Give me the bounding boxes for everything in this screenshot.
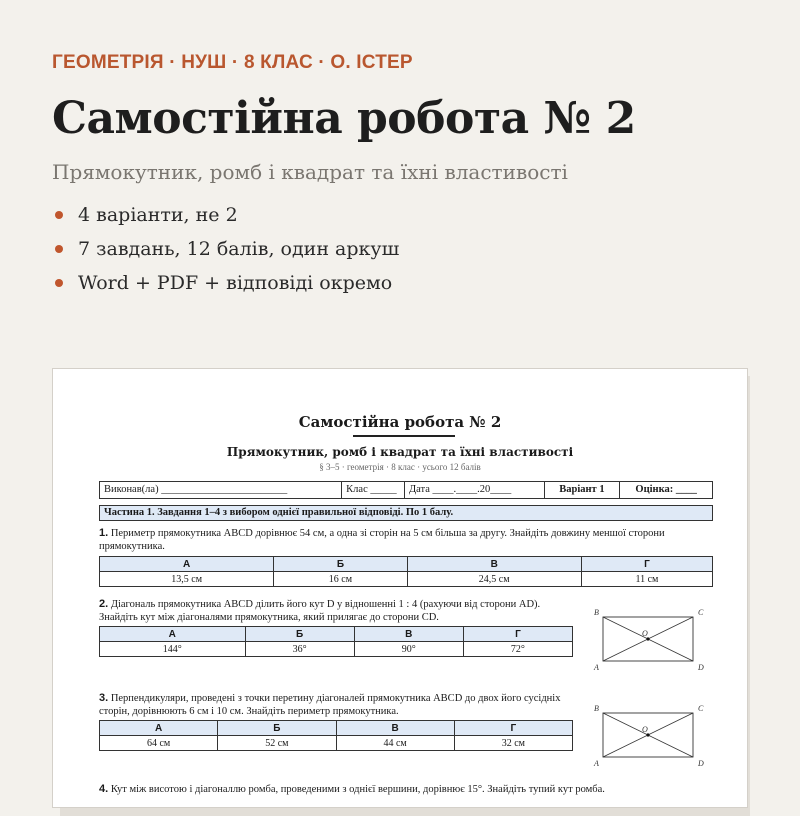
bullet-dot-icon [55, 279, 63, 287]
answer-table-3 [99, 720, 573, 751]
option-header: Б [274, 557, 407, 572]
vertex-a-label: A [594, 663, 599, 672]
vertex-d-label: D [698, 759, 704, 768]
task-number: 2. [99, 598, 109, 610]
grade-field: Оцінка: ____ [635, 484, 697, 495]
bullet-dot-icon [55, 245, 63, 253]
worksheet-preview [52, 368, 748, 808]
task-text: Периметр прямокутника ABCD дорівнює 54 см, а одна зі сторін на 5 см більша за другу. Знайдіть довжину меншої сторони прямокутника. [99, 528, 665, 552]
task-number: 1. [99, 527, 109, 539]
name-field: Виконав(ла) ________________________ [100, 482, 342, 498]
rectangle-diagram-icon [591, 605, 711, 675]
option-value: 13,5 см [100, 572, 274, 587]
option-value: 32 см [454, 736, 572, 751]
task-text: Перпендикуляри, проведені з точки перетину діагоналей прямокутника ABCD до двох його сусідніх сторін, дорівнюють 6 см і 10 см. Знайдіть периметр прямокутника. [99, 693, 561, 717]
option-value: 90° [354, 642, 463, 657]
vertex-a-label: A [594, 759, 599, 768]
part-1-header: Частина 1. Завдання 1–4 з вибором однієї правильної відповіді. По 1 балу. [99, 505, 713, 521]
option-value: 36° [245, 642, 354, 657]
option-header: В [407, 557, 581, 572]
option-value: 24,5 см [407, 572, 581, 587]
vertex-b-label: B [594, 608, 599, 617]
title-underline [353, 435, 455, 437]
kicker: ГЕОМЕТРІЯ · НУШ · 8 КЛАС · О. ІСТЕР [52, 52, 413, 73]
worksheet-subtitle: Прямокутник, ромб і квадрат та їхні властивості [226, 445, 574, 459]
task-3 [99, 692, 579, 718]
student-info-bar [99, 481, 713, 499]
option-value: 64 см [100, 736, 218, 751]
feature-item: 4 варіанти, не 2 [52, 200, 399, 234]
option-header: Г [463, 627, 572, 642]
page-title: Самостійна робота № 2 [52, 93, 636, 144]
option-header: Б [245, 627, 354, 642]
option-header: Б [218, 721, 336, 736]
worksheet-title: Самостійна робота № 2 [298, 413, 502, 431]
option-header: В [336, 721, 454, 736]
task-4 [99, 783, 713, 796]
option-header: А [100, 557, 274, 572]
task-text: Кут між висотою і діагоналлю ромба, проведеними з однієї вершини, дорівнює 15°. Знайдіть тупий кут ромба. [110, 784, 605, 795]
rectangle-diagram-icon [591, 701, 711, 771]
center-o-label: O [642, 629, 648, 638]
option-value: 52 см [218, 736, 336, 751]
vertex-c-label: C [698, 704, 704, 713]
task-1 [99, 527, 713, 553]
feature-list [52, 200, 399, 302]
task-text: Діагональ прямокутника ABCD ділить його кут D у відношенні 1 : 4 (рахуючи від сторони AD). Знайдіть кут між діагоналями прямокутника, який прилягає до сторони CD. [99, 599, 541, 623]
vertex-c-label: C [698, 608, 704, 617]
vertex-d-label: D [698, 663, 704, 672]
option-value: 11 см [581, 572, 712, 587]
answer-table-1 [99, 556, 713, 587]
option-header: А [100, 721, 218, 736]
page-subtitle: Прямокутник, ромб і квадрат та їхні властивості [52, 160, 568, 184]
feature-item: Word + PDF + відповіді окремо [52, 268, 399, 302]
bullet-dot-icon [55, 211, 63, 219]
option-header: А [100, 627, 246, 642]
option-header: Г [454, 721, 572, 736]
center-o-label: O [642, 725, 648, 734]
task-number: 3. [99, 692, 109, 704]
option-value: 44 см [336, 736, 454, 751]
class-field: Клас _____ [342, 482, 405, 498]
task-2 [99, 598, 579, 624]
option-value: 16 см [274, 572, 407, 587]
variant-label: Варіант 1 [545, 482, 621, 498]
worksheet-meta: § 3–5 · геометрія · 8 клас · усього 12 балів [319, 462, 481, 472]
answer-table-2 [99, 626, 573, 657]
vertex-b-label: B [594, 704, 599, 713]
option-value: 144° [100, 642, 246, 657]
option-value: 72° [463, 642, 572, 657]
option-header: Г [581, 557, 712, 572]
date-field: Дата ____.____.20____ [405, 482, 545, 498]
feature-item: 7 завдань, 12 балів, один аркуш [52, 234, 399, 268]
task-number: 4. [99, 783, 109, 795]
option-header: В [354, 627, 463, 642]
